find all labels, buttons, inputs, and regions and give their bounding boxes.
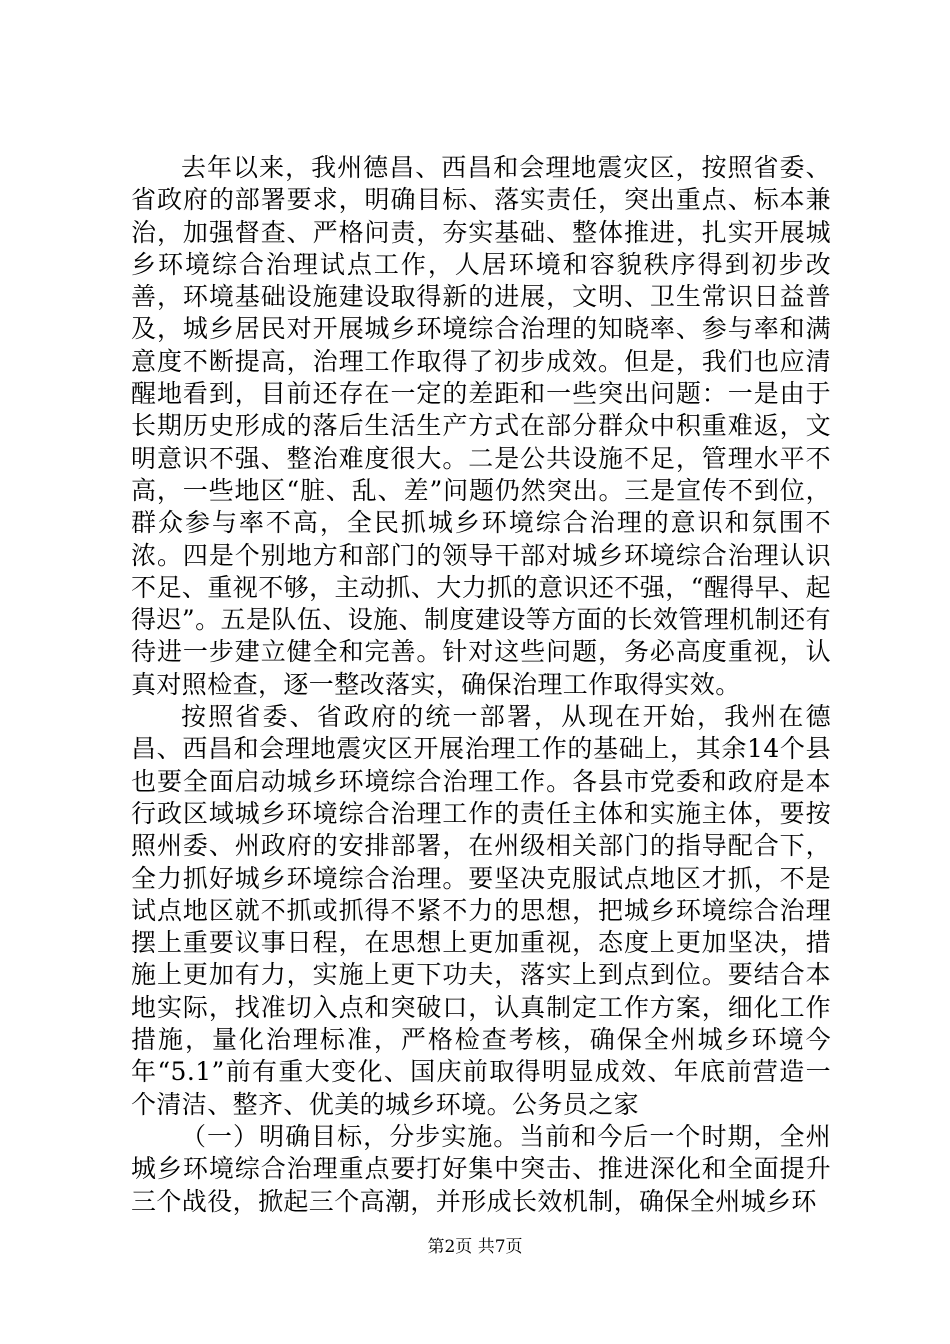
paragraph-3: （一）明确目标，分步实施。当前和今后一个时期，全州城乡环境综合治理重点要打好集中突击、推进深化和全面提升三个战役，掀起三个高潮，并形成长效机制，确保全州城乡环 [131, 1121, 831, 1216]
paragraph-2: 按照省委、省政府的统一部署，从现在开始，我州在德昌、西昌和会理地震灾区开展治理工作的基础上，其余14个县也要全面启动城乡环境综合治理工作。各县市党委和政府是本行政区域城乡环境综合治理工作的责任主体和实施主体，要按照州委、州政府的安排部署，在州级相关部门的指导配合下，全力抓好城乡环境综合治理。要坚决克服试点地区才抓，不是试点地区就不抓或抓得不紧不力的思想，把城乡环境综合治理摆上重要议事日程，在思想上更加重视，态度上更加坚决，措施上更加有力，实施上更下功夫，落实上到点到位。要结合本地实际，找准切入点和突破口，认真制定工作方案，细化工作措施，量化治理标准，严格检查考核，确保全州城乡环境今年“5.1”前有重大变化、国庆前取得明显成效、年底前营造一个清洁、整齐、优美的城乡环境。公务员之家 [131, 702, 831, 1119]
paragraph-1: 去年以来，我州德昌、西昌和会理地震灾区，按照省委、省政府的部署要求，明确目标、落实责任，突出重点、标本兼治，加强督查、严格问责，夯实基础、整体推进，扎实开展城乡环境综合治理试点工作，人居环境和容貌秩序得到初步改善，环境基础设施建设取得新的进展，文明、卫生常识日益普及，城乡居民对开展城乡环境综合治理的知晓率、参与率和满意度不断提高，治理工作取得了初步成效。但是，我们也应清醒地看到，目前还存在一定的差距和一些突出问题：一是由于长期历史形成的落后生活生产方式在部分群众中积重难返，文明意识不强、整治难度很大。二是公共设施不足，管理水平不高，一些地区“脏、乱、差”问题仍然突出。三是宣传不到位，群众参与率不高，全民抓城乡环境综合治理的意识和氛围不浓。四是个别地方和部门的领导干部对城乡环境综合治理认识不足、重视不够，主动抓、大力抓的意识还不强，“醒得早、起得迟”。五是队伍、设施、制度建设等方面的长效管理机制还有待进一步建立健全和完善。针对这些问题，务必高度重视，认真对照检查，逐一整改落实，确保治理工作取得实效。 [131, 153, 831, 699]
page-number-footer: 第2页 共7页 [427, 1237, 523, 1257]
document-body [131, 152, 831, 1218]
